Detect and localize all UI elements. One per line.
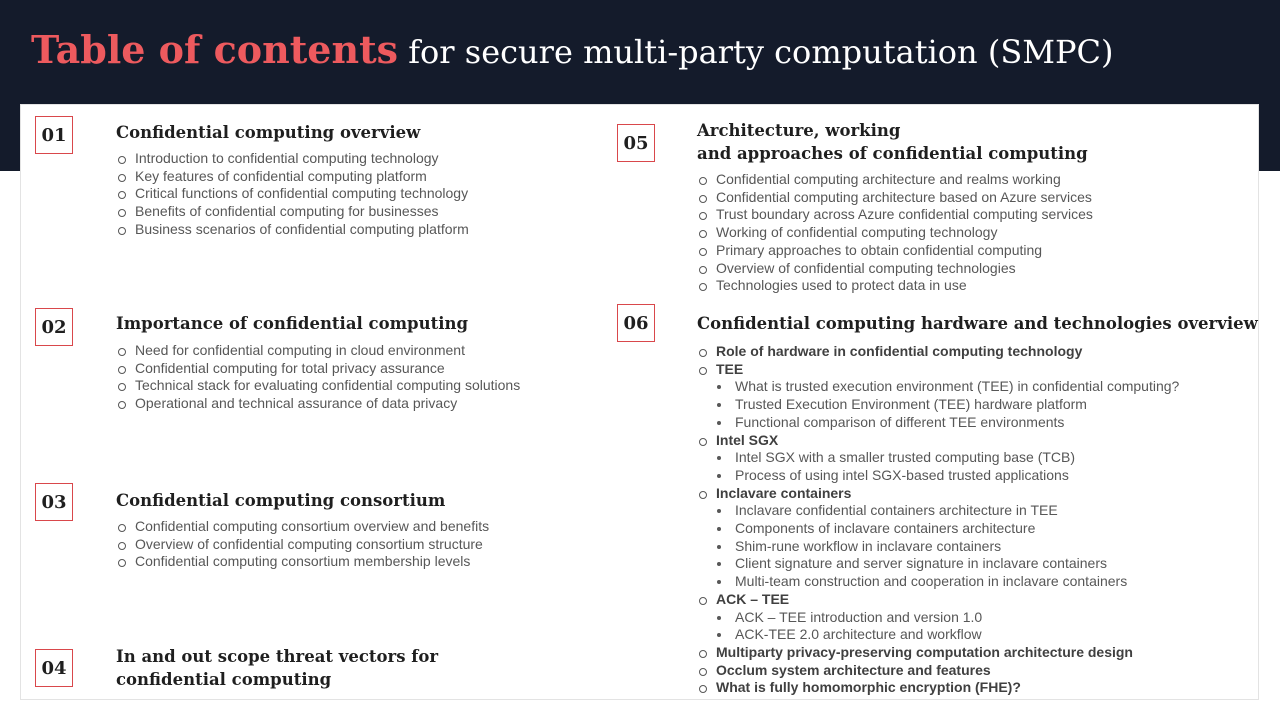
list-subitem[interactable]: Process of using intel SGX-based trusted applications [697, 467, 1179, 485]
list-item[interactable]: Intel SGX [697, 432, 1179, 450]
list-subitem[interactable]: Multi-team construction and cooperation in inclavare containers [697, 573, 1179, 591]
list-item[interactable]: Technologies used to protect data in use [697, 277, 1093, 295]
section-list-01 [116, 150, 469, 239]
section-list-03 [116, 518, 489, 571]
list-subitem[interactable]: Trusted Execution Environment (TEE) hardware platform [697, 396, 1179, 414]
list-item[interactable]: Role of hardware in confidential computing technology [697, 343, 1179, 361]
list-item[interactable]: Confidential computing architecture and realms working [697, 171, 1093, 189]
section-title-02[interactable]: Importance of confidential computing [116, 314, 468, 333]
list-subitem[interactable]: Components of inclavare containers architecture [697, 520, 1179, 538]
list-subitem[interactable]: Client signature and server signature in inclavare containers [697, 555, 1179, 573]
list-item[interactable]: Multiparty privacy-preserving computation architecture design [697, 644, 1179, 662]
section-list-02 [116, 342, 520, 413]
list-item[interactable]: Key features of confidential computing platform [116, 168, 469, 186]
section-number-04: 04 [35, 649, 73, 687]
list-subitem[interactable]: What is trusted execution environment (TEE) in confidential computing? [697, 378, 1179, 396]
section-number-06: 06 [617, 304, 655, 342]
section-title-06[interactable]: Confidential computing hardware and technologies overview [697, 314, 1258, 333]
list-item[interactable]: Need for confidential computing in cloud environment [116, 342, 520, 360]
list-item[interactable]: Technical stack for evaluating confidential computing solutions [116, 377, 520, 395]
page-title [31, 24, 1114, 78]
list-subitem[interactable]: Intel SGX with a smaller trusted computing base (TCB) [697, 449, 1179, 467]
section-title-04-line1[interactable]: In and out scope threat vectors for [116, 647, 439, 666]
section-title-04-line2[interactable]: confidential computing [116, 670, 332, 689]
section-number-02: 02 [35, 308, 73, 346]
list-item[interactable]: Trust boundary across Azure confidential computing services [697, 206, 1093, 224]
section-title-05-line1[interactable]: Architecture, working [697, 121, 901, 140]
list-subitem[interactable]: Inclavare confidential containers architecture in TEE [697, 502, 1179, 520]
list-subitem[interactable]: Shim-rune workflow in inclavare containers [697, 538, 1179, 556]
list-item[interactable]: Benefits of confidential computing for businesses [116, 203, 469, 221]
list-subitem[interactable]: ACK-TEE 2.0 architecture and workflow [697, 626, 1179, 644]
section-number-01: 01 [35, 116, 73, 154]
section-list-06 [697, 343, 1179, 697]
list-item[interactable]: Working of confidential computing technology [697, 224, 1093, 242]
list-item[interactable]: Primary approaches to obtain confidential computing [697, 242, 1093, 260]
list-item[interactable]: Confidential computing consortium overview and benefits [116, 518, 489, 536]
list-item[interactable]: Inclavare containers [697, 485, 1179, 503]
list-item[interactable]: Introduction to confidential computing technology [116, 150, 469, 168]
section-list-05 [697, 171, 1093, 295]
title-rest: for secure multi-party computation (SMPC) [408, 33, 1114, 71]
section-number-05: 05 [617, 124, 655, 162]
list-subitem[interactable]: Functional comparison of different TEE environments [697, 414, 1179, 432]
section-title-05-line2[interactable]: and approaches of confidential computing [697, 144, 1088, 163]
list-item[interactable]: Overview of confidential computing technologies [697, 260, 1093, 278]
list-item[interactable]: TEE [697, 361, 1179, 379]
list-item[interactable]: Overview of confidential computing consortium structure [116, 536, 489, 554]
list-subitem[interactable]: ACK – TEE introduction and version 1.0 [697, 609, 1179, 627]
list-item[interactable]: Confidential computing architecture based on Azure services [697, 189, 1093, 207]
section-title-01[interactable]: Confidential computing overview [116, 123, 421, 142]
list-item[interactable]: What is fully homomorphic encryption (FHE)? [697, 679, 1179, 697]
title-accent: Table of contents [31, 27, 399, 72]
list-item[interactable]: Business scenarios of confidential computing platform [116, 221, 469, 239]
section-number-03: 03 [35, 483, 73, 521]
list-item[interactable]: Critical functions of confidential computing technology [116, 185, 469, 203]
section-title-03[interactable]: Confidential computing consortium [116, 491, 446, 510]
list-item[interactable]: Confidential computing consortium membership levels [116, 553, 489, 571]
list-item[interactable]: ACK – TEE [697, 591, 1179, 609]
list-item[interactable]: Confidential computing for total privacy assurance [116, 360, 520, 378]
contents-panel [20, 104, 1259, 700]
list-item[interactable]: Operational and technical assurance of data privacy [116, 395, 520, 413]
list-item[interactable]: Occlum system architecture and features [697, 662, 1179, 680]
